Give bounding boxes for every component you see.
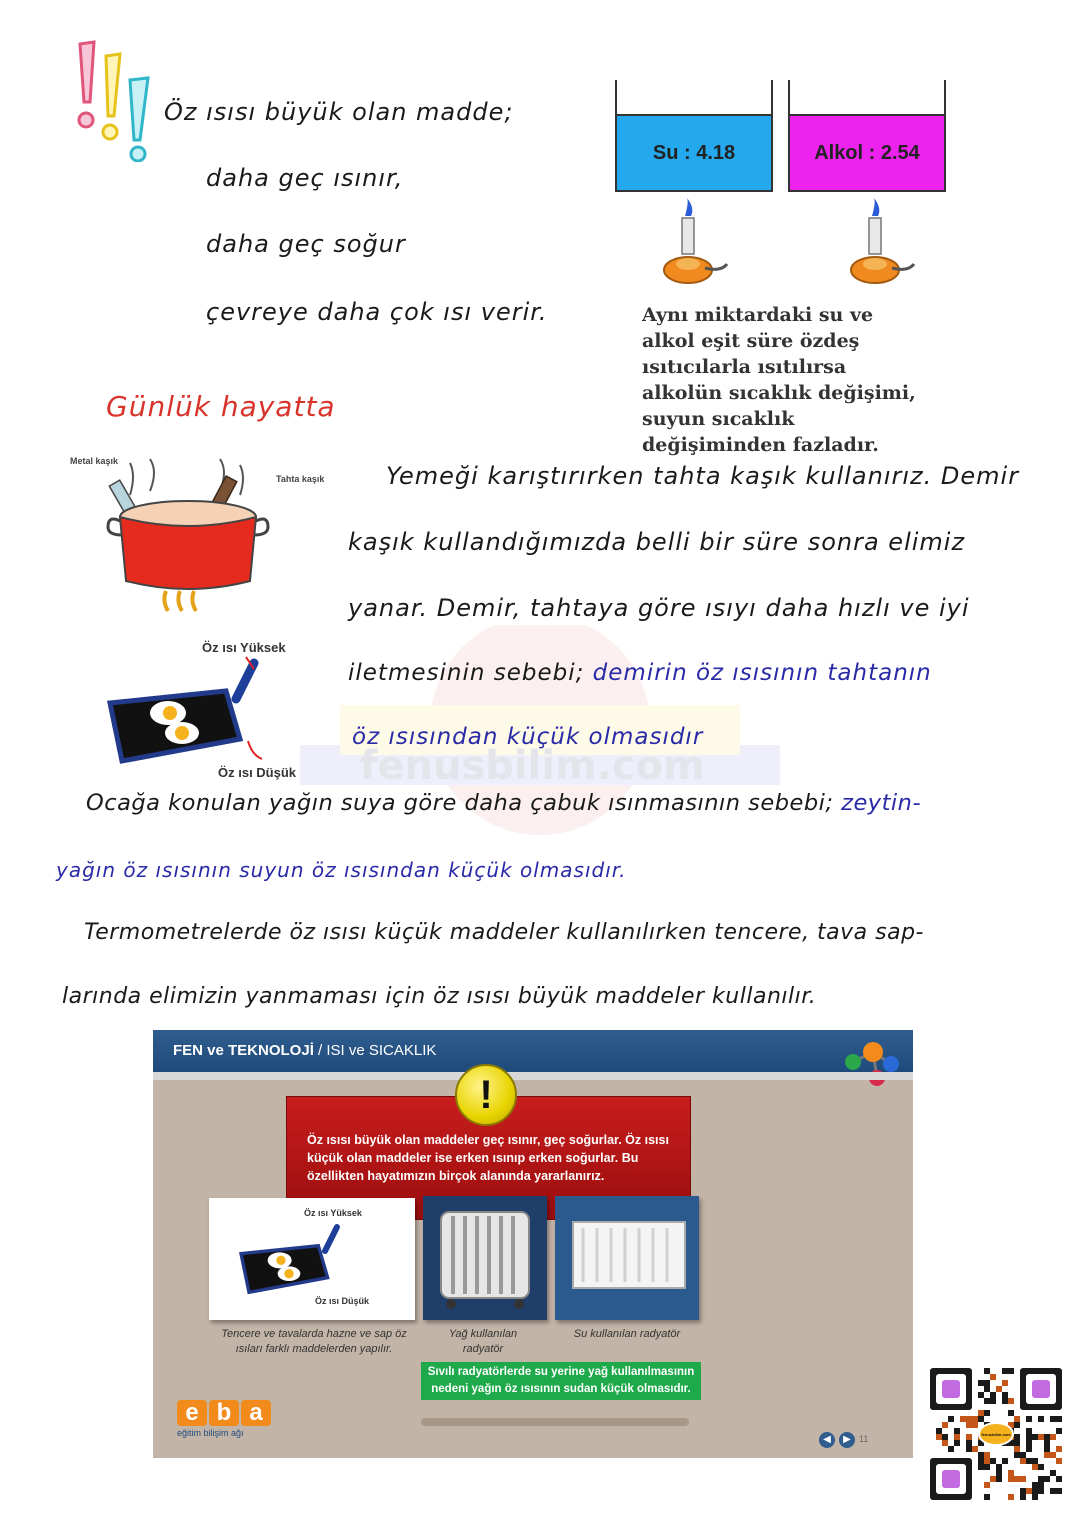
- pan-low-label: Öz ısı Düşük: [218, 765, 297, 780]
- qr-module: [972, 1422, 978, 1428]
- oil-radiator-icon: [437, 1206, 533, 1310]
- alcohol-beaker: [788, 80, 946, 192]
- qr-module: [1050, 1488, 1056, 1494]
- qr-module: [1014, 1422, 1020, 1428]
- qr-code[interactable]: [928, 1366, 1064, 1502]
- qr-module: [1020, 1488, 1026, 1494]
- qr-module: [954, 1434, 960, 1440]
- qr-module: [1050, 1416, 1056, 1422]
- qr-module: [1014, 1452, 1020, 1458]
- qr-module: [1014, 1434, 1020, 1440]
- qr-module: [1056, 1458, 1062, 1464]
- qr-module: [1008, 1476, 1014, 1482]
- daily-life-title: Günlük hayatta: [106, 390, 336, 423]
- qr-center-label: fenusbilim.com: [981, 1431, 1011, 1437]
- oil-radiator-card: [423, 1196, 547, 1320]
- water-radiator-card: [555, 1196, 699, 1320]
- qr-module: [1050, 1434, 1056, 1440]
- qr-module: [1050, 1452, 1056, 1458]
- qr-module: [1056, 1446, 1062, 1452]
- qr-module: [1044, 1452, 1050, 1458]
- qr-module: [978, 1458, 984, 1464]
- frying-pan-icon: [98, 655, 278, 770]
- burner-icon: [842, 198, 922, 288]
- qr-module: [996, 1386, 1002, 1392]
- qr-module: [1026, 1440, 1032, 1446]
- qr-module: [1008, 1470, 1014, 1476]
- paragraph-line-4: [348, 660, 932, 686]
- paragraph-line-4-prefix: iletmesinin sebebi;: [348, 660, 585, 686]
- qr-module: [1044, 1476, 1050, 1482]
- oil-line-1-prefix: Ocağa konulan yağın suya göre daha çabuk ısınmasının sebebi;: [86, 790, 834, 816]
- slide-page-number: 11: [859, 1434, 869, 1444]
- qr-module: [984, 1494, 990, 1500]
- qr-module: [996, 1464, 1002, 1470]
- qr-module: [984, 1464, 990, 1470]
- exclamation-marks-icon: [72, 40, 162, 162]
- qr-module: [954, 1440, 960, 1446]
- qr-module: [1038, 1434, 1044, 1440]
- qr-finder-block: [942, 1380, 960, 1398]
- qr-module: [984, 1452, 990, 1458]
- qr-module: [1056, 1416, 1062, 1422]
- eba-header-topic: / ISI ve SICAKLIK: [313, 1042, 437, 1059]
- qr-module: [1002, 1458, 1008, 1464]
- eba-header: [153, 1030, 913, 1072]
- qr-module: [936, 1434, 942, 1440]
- warning-icon: [455, 1064, 517, 1126]
- water-radiator-icon: [569, 1218, 689, 1298]
- next-slide-button[interactable]: ▶: [839, 1432, 855, 1448]
- qr-module: [1032, 1464, 1038, 1470]
- eba-logo-letter: a: [241, 1400, 271, 1426]
- qr-module: [966, 1446, 972, 1452]
- slide-progress-bar: [421, 1418, 689, 1426]
- qr-module: [960, 1416, 966, 1422]
- qr-module: [1020, 1458, 1026, 1464]
- qr-module: [1032, 1482, 1038, 1488]
- warning-symbol: !: [479, 1072, 493, 1117]
- metal-spoon-label: Metal kaşık: [70, 456, 119, 466]
- qr-module: [1038, 1482, 1044, 1488]
- qr-module: [996, 1470, 1002, 1476]
- qr-module: [1032, 1488, 1038, 1494]
- qr-module: [978, 1380, 984, 1386]
- qr-module: [996, 1476, 1002, 1482]
- qr-module: [990, 1476, 996, 1482]
- qr-module: [942, 1434, 948, 1440]
- qr-module: [972, 1446, 978, 1452]
- qr-module: [966, 1422, 972, 1428]
- water-beaker: [615, 80, 773, 192]
- card-pan-high-label: Öz ısı Yüksek: [304, 1208, 362, 1218]
- thermo-line-1: Termometrelerde öz ısısı küçük maddeler kullanılırken tencere, tava sap-: [84, 920, 924, 945]
- frying-pan-icon: [233, 1220, 353, 1300]
- water-label: Su : 4.18: [652, 141, 736, 164]
- qr-module: [978, 1452, 984, 1458]
- qr-module: [1038, 1488, 1044, 1494]
- qr-module: [1020, 1452, 1026, 1458]
- qr-module: [1044, 1446, 1050, 1452]
- qr-module: [1026, 1434, 1032, 1440]
- qr-module: [1026, 1446, 1032, 1452]
- oil-radiator-caption: Yağ kullanılan radyatör: [448, 1328, 518, 1355]
- eba-logo: [177, 1400, 271, 1438]
- experiment-caption: Aynı miktardaki su ve alkol eşit süre özdeş ısıtıcılarla ısıtılırsa alkolün sıcaklık değişimi, suyun sıcaklık değişiminden fazladır.: [642, 304, 916, 456]
- qr-module: [984, 1398, 990, 1404]
- qr-module: [966, 1416, 972, 1422]
- pan-high-label: Öz ısı Yüksek: [202, 640, 286, 655]
- wood-spoon-label: Tahta kaşık: [276, 474, 325, 484]
- qr-module: [1008, 1398, 1014, 1404]
- qr-module: [942, 1440, 948, 1446]
- radiator-info-text: Sıvılı radyatörlerde su yerine yağ kullanılmasının nedeni yağın öz ısısının sudan küçük olmasıdır.: [427, 1366, 695, 1395]
- qr-module: [966, 1434, 972, 1440]
- molecule-icon: [833, 1032, 913, 1090]
- qr-module: [984, 1410, 990, 1416]
- qr-module: [978, 1416, 984, 1422]
- qr-module: [984, 1380, 990, 1386]
- paragraph-line-5-answer: öz ısısından küçük olmasıdır: [352, 724, 704, 750]
- qr-module: [1056, 1488, 1062, 1494]
- qr-module: [1050, 1470, 1056, 1476]
- qr-module: [1008, 1494, 1014, 1500]
- qr-module: [1002, 1398, 1008, 1404]
- water-liquid: [617, 114, 771, 190]
- burner-icon: [655, 198, 735, 288]
- qr-module: [1008, 1368, 1014, 1374]
- oil-line-1-answer: zeytin-: [841, 790, 922, 816]
- qr-module: [972, 1416, 978, 1422]
- qr-module: [1026, 1488, 1032, 1494]
- qr-module: [990, 1458, 996, 1464]
- thermo-line-2: larında elimizin yanmaması için öz ısısı büyük maddeler kullanılır.: [62, 984, 817, 1009]
- eba-logo-letter: b: [209, 1400, 239, 1426]
- qr-module: [936, 1428, 942, 1434]
- paragraph-line-2: kaşık kullandığımızda belli bir süre sonra elimiz: [348, 528, 966, 556]
- qr-finder-block: [942, 1470, 960, 1488]
- oil-line-1: [86, 790, 921, 816]
- qr-finder-block: [1032, 1380, 1050, 1398]
- qr-module: [1014, 1446, 1020, 1452]
- eba-logo-letter: e: [177, 1400, 207, 1426]
- eba-header-stripe: [153, 1072, 913, 1080]
- qr-module: [1026, 1458, 1032, 1464]
- qr-module: [1032, 1494, 1038, 1500]
- qr-module: [1026, 1416, 1032, 1422]
- pan-caption: Tencere ve tavalarda hazne ve sap öz ısıları farklı maddelerden yapılır.: [221, 1328, 407, 1355]
- eba-header-subject: FEN ve TEKNOLOJİ: [173, 1042, 314, 1059]
- qr-module: [978, 1464, 984, 1470]
- qr-module: [942, 1422, 948, 1428]
- eba-logo-subtitle: eğitim bilişim ağı: [177, 1428, 244, 1438]
- qr-module: [1002, 1392, 1008, 1398]
- notes-line-2: daha geç soğur: [206, 230, 406, 258]
- qr-module: [990, 1374, 996, 1380]
- paragraph-line-4-answer: demirin öz ısısının tahtanın: [592, 660, 932, 686]
- qr-module: [978, 1410, 984, 1416]
- notes-line-1: daha geç ısınır,: [206, 164, 404, 192]
- paragraph-line-3: yanar. Demir, tahtaya göre ısıyı daha hızlı ve iyi: [348, 594, 970, 622]
- qr-module: [1008, 1410, 1014, 1416]
- watermark-text: fenusbilim.com: [360, 743, 705, 789]
- prev-slide-button[interactable]: ◀: [819, 1432, 835, 1448]
- qr-module: [1038, 1464, 1044, 1470]
- qr-center-logo: [978, 1422, 1014, 1446]
- qr-module: [1020, 1476, 1026, 1482]
- qr-module: [984, 1482, 990, 1488]
- oil-line-2-answer: yağın öz ısısının suyun öz ısısından küçük olmasıdır.: [56, 858, 627, 882]
- qr-module: [1002, 1380, 1008, 1386]
- qr-module: [1056, 1476, 1062, 1482]
- pan-card: [209, 1198, 415, 1320]
- qr-module: [1038, 1476, 1044, 1482]
- qr-module: [984, 1458, 990, 1464]
- qr-module: [954, 1428, 960, 1434]
- qr-module: [990, 1392, 996, 1398]
- qr-module: [978, 1392, 984, 1398]
- qr-module: [1026, 1428, 1032, 1434]
- qr-module: [1044, 1440, 1050, 1446]
- qr-module: [1038, 1416, 1044, 1422]
- eba-slide: [153, 1030, 913, 1458]
- qr-module: [1032, 1458, 1038, 1464]
- qr-module: [990, 1398, 996, 1404]
- notes-line-3: çevreye daha çok ısı verir.: [206, 298, 548, 326]
- qr-module: [966, 1440, 972, 1446]
- qr-module: [948, 1446, 954, 1452]
- water-radiator-caption: Su kullanılan radyatör: [573, 1328, 681, 1340]
- qr-module: [1014, 1476, 1020, 1482]
- qr-module: [1002, 1368, 1008, 1374]
- card-pan-low-label: Öz ısı Düşük: [315, 1296, 370, 1306]
- info-box-text: Öz ısısı büyük olan maddeler geç ısınır, geç soğurlar. Öz ısısı küçük olan maddeler ise erken ısınıp erken soğurlar. Bu özellikten hayatımızın birçok alanında yararlanırız.: [307, 1133, 669, 1183]
- alcohol-label: Alkol : 2.54: [814, 141, 920, 164]
- radiator-info-box: [421, 1362, 701, 1400]
- alcohol-liquid: [790, 114, 944, 190]
- qr-module: [1014, 1440, 1020, 1446]
- paragraph-line-1: Yemeği karıştırırken tahta kaşık kullanırız. Demir: [386, 462, 1020, 490]
- qr-module: [1020, 1494, 1026, 1500]
- qr-module: [984, 1386, 990, 1392]
- notes-heading: Öz ısısı büyük olan madde;: [164, 98, 514, 126]
- qr-module: [1056, 1428, 1062, 1434]
- qr-module: [984, 1368, 990, 1374]
- eba-logo-letters: [177, 1400, 271, 1426]
- qr-module: [1032, 1434, 1038, 1440]
- qr-module: [1044, 1434, 1050, 1440]
- qr-module: [948, 1416, 954, 1422]
- qr-module: [1014, 1416, 1020, 1422]
